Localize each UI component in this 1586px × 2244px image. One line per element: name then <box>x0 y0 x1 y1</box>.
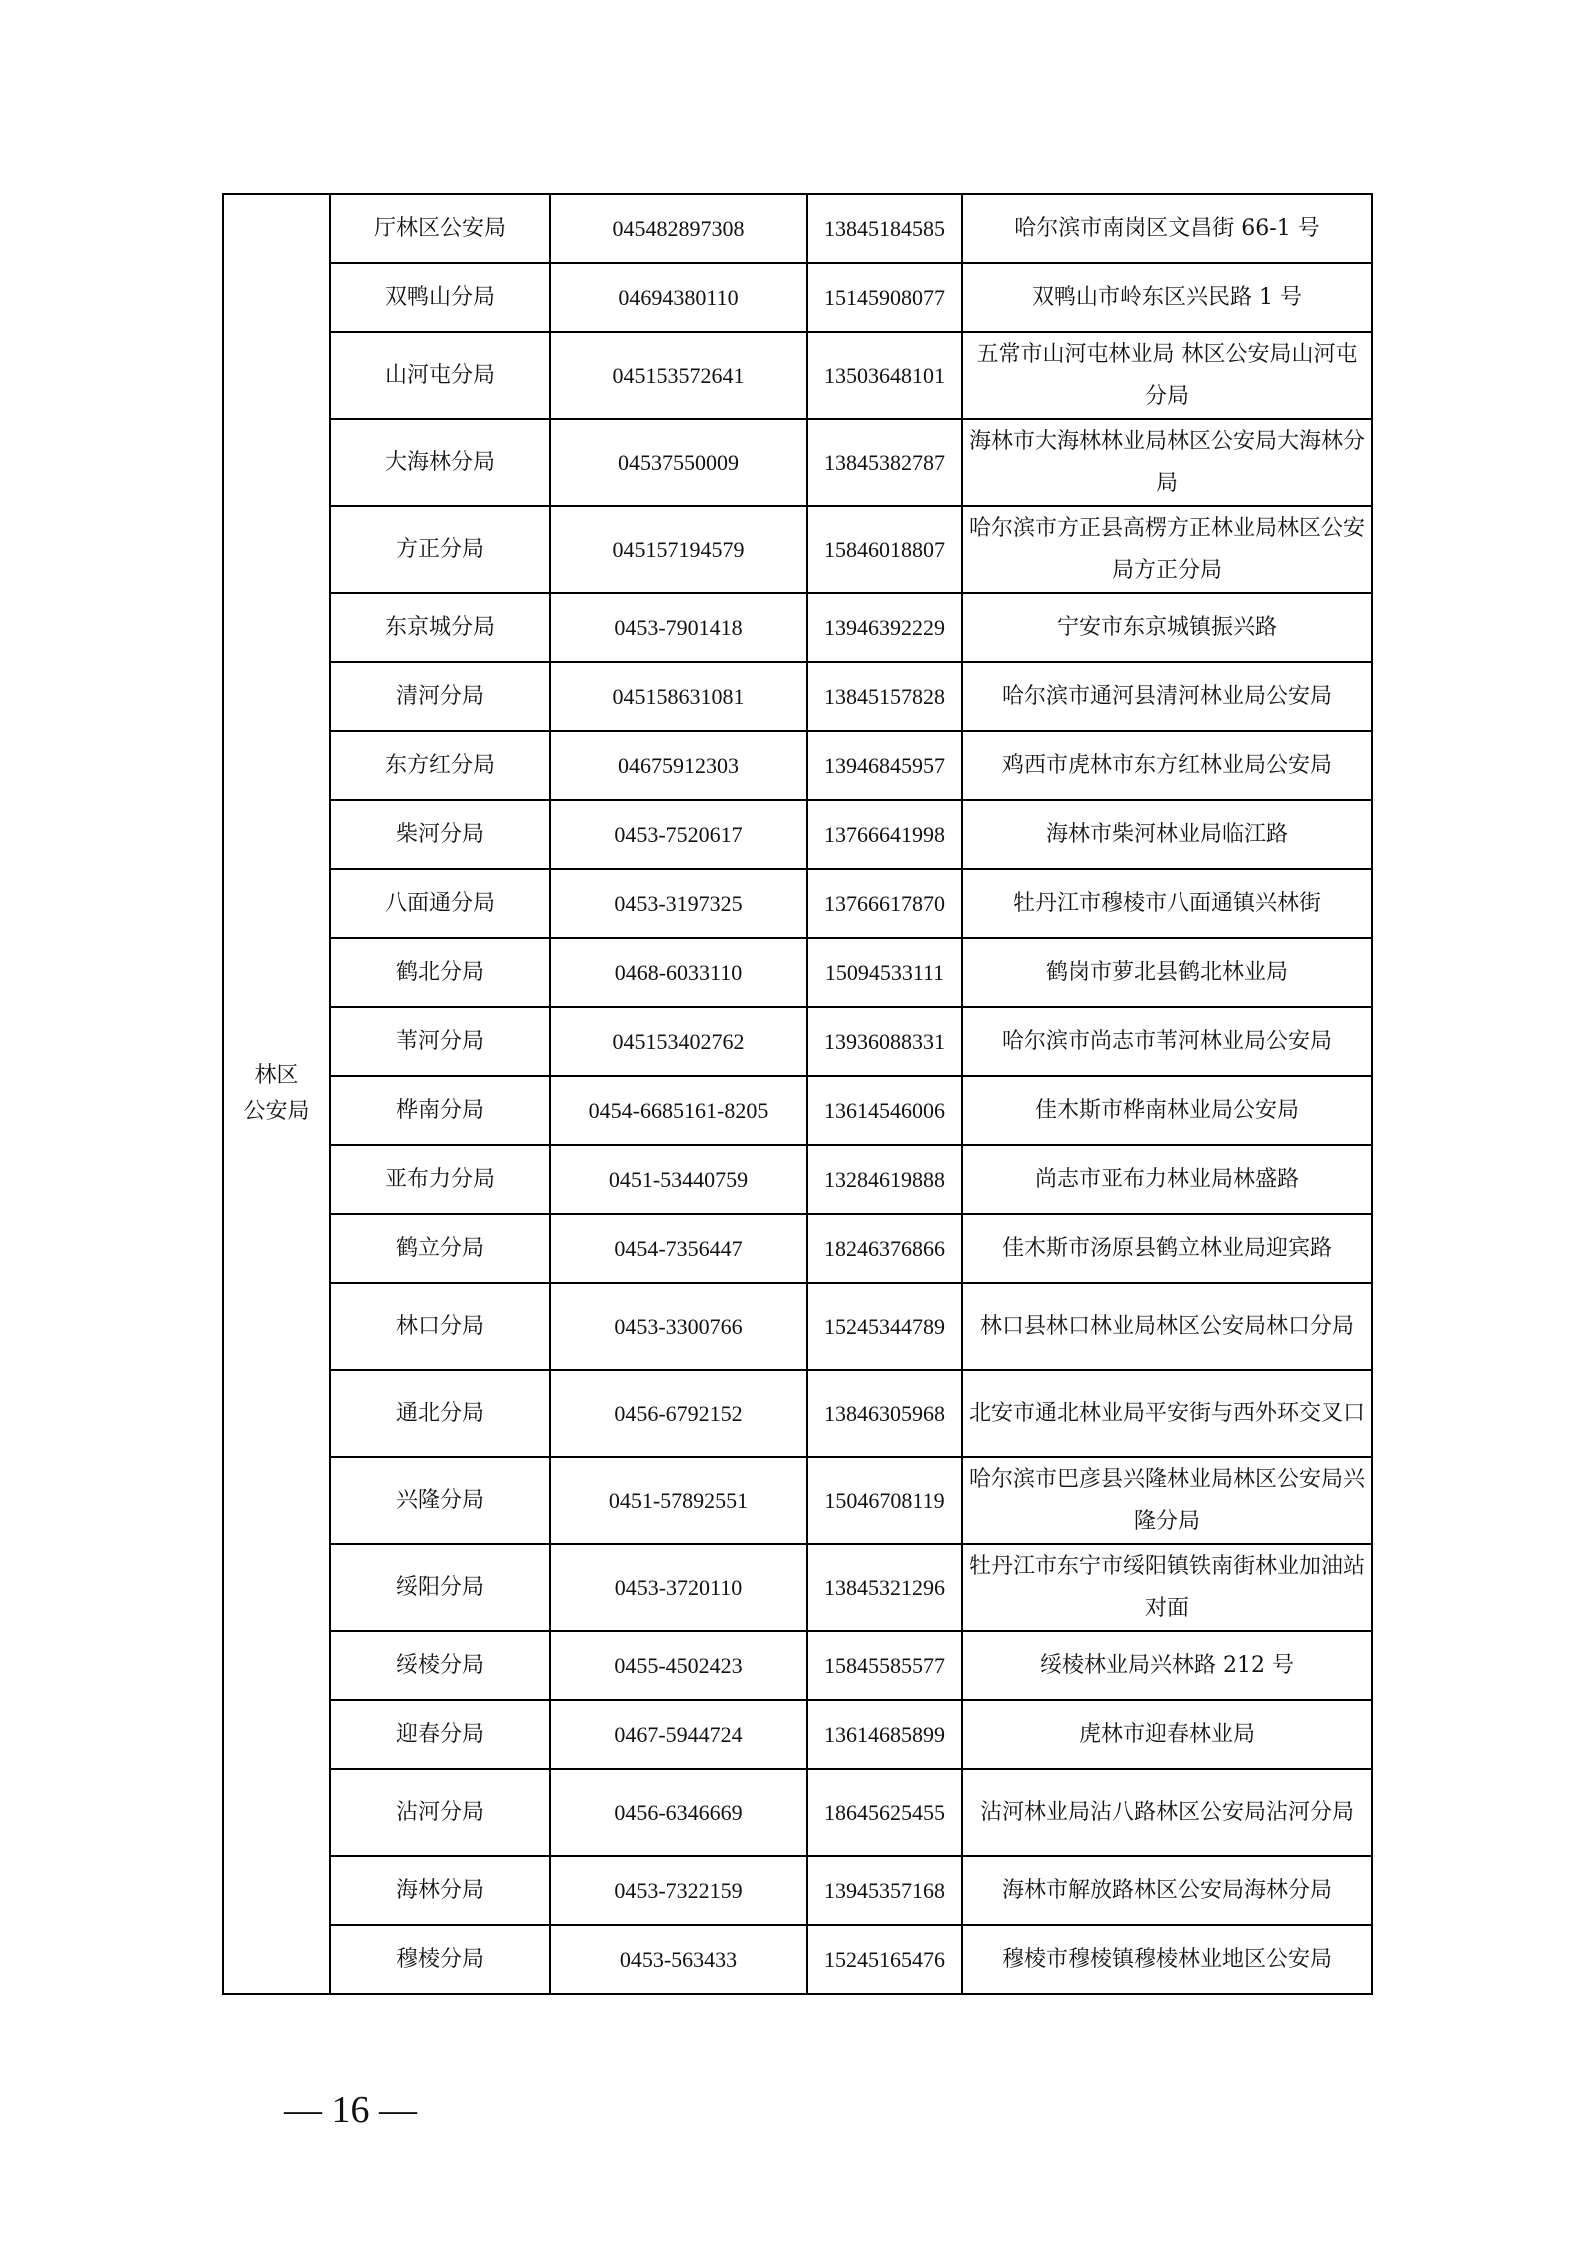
page-number: — 16 — <box>284 2089 417 2131</box>
unit-name-cell: 鹤立分局 <box>330 1214 550 1283</box>
office-phone-cell: 0456-6792152 <box>550 1370 807 1457</box>
mobile-phone-cell: 13846305968 <box>807 1370 962 1457</box>
mobile-phone-cell: 13946392229 <box>807 593 962 662</box>
office-phone-cell: 0451-53440759 <box>550 1145 807 1214</box>
unit-name-cell: 清河分局 <box>330 662 550 731</box>
mobile-phone-cell: 18645625455 <box>807 1769 962 1856</box>
office-phone-cell: 0453-7520617 <box>550 800 807 869</box>
mobile-phone-cell: 13766617870 <box>807 869 962 938</box>
unit-name-cell: 厅林区公安局 <box>330 194 550 263</box>
address-cell: 尚志市亚布力林业局林盛路 <box>962 1145 1372 1214</box>
address-cell: 佳木斯市桦南林业局公安局 <box>962 1076 1372 1145</box>
unit-name-cell: 穆棱分局 <box>330 1925 550 1994</box>
address-cell: 牡丹江市东宁市绥阳镇铁南街林业加油站对面 <box>962 1544 1372 1631</box>
table-row <box>223 869 1372 938</box>
address-cell: 虎林市迎春林业局 <box>962 1700 1372 1769</box>
mobile-phone-cell: 13845382787 <box>807 419 962 506</box>
table-row <box>223 1544 1372 1631</box>
office-phone-cell: 0451-57892551 <box>550 1457 807 1544</box>
address-cell: 牡丹江市穆棱市八面通镇兴林街 <box>962 869 1372 938</box>
office-phone-cell: 04694380110 <box>550 263 807 332</box>
unit-name-cell: 迎春分局 <box>330 1700 550 1769</box>
address-cell: 五常市山河屯林业局 林区公安局山河屯分局 <box>962 332 1372 419</box>
table-row <box>223 419 1372 506</box>
office-phone-cell: 0454-6685161-8205 <box>550 1076 807 1145</box>
table-row <box>223 731 1372 800</box>
address-cell: 海林市大海林林业局林区公安局大海林分局 <box>962 419 1372 506</box>
table-row <box>223 593 1372 662</box>
unit-name-cell: 亚布力分局 <box>330 1145 550 1214</box>
table-row <box>223 1925 1372 1994</box>
unit-name-cell: 山河屯分局 <box>330 332 550 419</box>
office-phone-cell: 04537550009 <box>550 419 807 506</box>
unit-name-cell: 东方红分局 <box>330 731 550 800</box>
table-row <box>223 1076 1372 1145</box>
table-row <box>223 1145 1372 1214</box>
table-row <box>223 1283 1372 1370</box>
unit-name-cell: 双鸭山分局 <box>330 263 550 332</box>
office-phone-cell: 0454-7356447 <box>550 1214 807 1283</box>
table-row <box>223 1457 1372 1544</box>
office-phone-cell: 045153402762 <box>550 1007 807 1076</box>
table-row <box>223 1214 1372 1283</box>
office-phone-cell: 0453-3720110 <box>550 1544 807 1631</box>
office-phone-cell: 045158631081 <box>550 662 807 731</box>
mobile-phone-cell: 15245165476 <box>807 1925 962 1994</box>
address-cell: 海林市解放路林区公安局海林分局 <box>962 1856 1372 1925</box>
table-row <box>223 1631 1372 1700</box>
mobile-phone-cell: 13766641998 <box>807 800 962 869</box>
address-cell: 穆棱市穆棱镇穆棱林业地区公安局 <box>962 1925 1372 1994</box>
mobile-phone-cell: 13945357168 <box>807 1856 962 1925</box>
table-row <box>223 662 1372 731</box>
table-row <box>223 1370 1372 1457</box>
unit-name-cell: 方正分局 <box>330 506 550 593</box>
mobile-phone-cell: 15245344789 <box>807 1283 962 1370</box>
address-cell: 鹤岗市萝北县鹤北林业局 <box>962 938 1372 1007</box>
office-phone-cell: 0453-3197325 <box>550 869 807 938</box>
office-phone-cell: 0453-3300766 <box>550 1283 807 1370</box>
unit-name-cell: 鹤北分局 <box>330 938 550 1007</box>
office-phone-cell: 0453-563433 <box>550 1925 807 1994</box>
table-row <box>223 263 1372 332</box>
address-cell: 绥棱林业局兴林路 212 号 <box>962 1631 1372 1700</box>
table-row <box>223 800 1372 869</box>
address-cell: 哈尔滨市尚志市苇河林业局公安局 <box>962 1007 1372 1076</box>
mobile-phone-cell: 13614685899 <box>807 1700 962 1769</box>
office-phone-cell: 045153572641 <box>550 332 807 419</box>
mobile-phone-cell: 18246376866 <box>807 1214 962 1283</box>
unit-name-cell: 林口分局 <box>330 1283 550 1370</box>
unit-name-cell: 海林分局 <box>330 1856 550 1925</box>
mobile-phone-cell: 13845157828 <box>807 662 962 731</box>
mobile-phone-cell: 13936088331 <box>807 1007 962 1076</box>
mobile-phone-cell: 13946845957 <box>807 731 962 800</box>
office-phone-cell: 0467-5944724 <box>550 1700 807 1769</box>
table-row <box>223 194 1372 263</box>
office-phone-cell: 045157194579 <box>550 506 807 593</box>
address-cell: 哈尔滨市通河县清河林业局公安局 <box>962 662 1372 731</box>
table-row <box>223 1007 1372 1076</box>
table-row <box>223 506 1372 593</box>
office-phone-cell: 0456-6346669 <box>550 1769 807 1856</box>
mobile-phone-cell: 13845321296 <box>807 1544 962 1631</box>
address-cell: 海林市柴河林业局临江路 <box>962 800 1372 869</box>
mobile-phone-cell: 15846018807 <box>807 506 962 593</box>
mobile-phone-cell: 15145908077 <box>807 263 962 332</box>
address-cell: 林口县林口林业局林区公安局林口分局 <box>962 1283 1372 1370</box>
table-row <box>223 1856 1372 1925</box>
unit-name-cell: 八面通分局 <box>330 869 550 938</box>
unit-name-cell: 通北分局 <box>330 1370 550 1457</box>
mobile-phone-cell: 13503648101 <box>807 332 962 419</box>
office-phone-cell: 0453-7901418 <box>550 593 807 662</box>
mobile-phone-cell: 13845184585 <box>807 194 962 263</box>
office-phone-cell: 0453-7322159 <box>550 1856 807 1925</box>
mobile-phone-cell: 13284619888 <box>807 1145 962 1214</box>
unit-name-cell: 东京城分局 <box>330 593 550 662</box>
address-cell: 北安市通北林业局平安街与西外环交叉口 <box>962 1370 1372 1457</box>
group-label-cell: 林区 公安局 <box>223 194 330 1994</box>
address-cell: 沾河林业局沾八路林区公安局沾河分局 <box>962 1769 1372 1856</box>
unit-name-cell: 柴河分局 <box>330 800 550 869</box>
office-phone-cell: 045482897308 <box>550 194 807 263</box>
mobile-phone-cell: 15094533111 <box>807 938 962 1007</box>
table-row <box>223 1700 1372 1769</box>
table-row <box>223 332 1372 419</box>
unit-name-cell: 桦南分局 <box>330 1076 550 1145</box>
office-phone-cell: 04675912303 <box>550 731 807 800</box>
office-phone-cell: 0455-4502423 <box>550 1631 807 1700</box>
address-cell: 佳木斯市汤原县鹤立林业局迎宾路 <box>962 1214 1372 1283</box>
mobile-phone-cell: 15046708119 <box>807 1457 962 1544</box>
address-cell: 哈尔滨市南岗区文昌街 66-1 号 <box>962 194 1372 263</box>
unit-name-cell: 苇河分局 <box>330 1007 550 1076</box>
unit-name-cell: 兴隆分局 <box>330 1457 550 1544</box>
mobile-phone-cell: 13614546006 <box>807 1076 962 1145</box>
address-cell: 哈尔滨市方正县高楞方正林业局林区公安局方正分局 <box>962 506 1372 593</box>
unit-name-cell: 绥阳分局 <box>330 1544 550 1631</box>
address-cell: 宁安市东京城镇振兴路 <box>962 593 1372 662</box>
unit-name-cell: 绥棱分局 <box>330 1631 550 1700</box>
office-phone-cell: 0468-6033110 <box>550 938 807 1007</box>
unit-name-cell: 沾河分局 <box>330 1769 550 1856</box>
document-page <box>222 193 1373 1995</box>
table-row <box>223 938 1372 1007</box>
address-cell: 哈尔滨市巴彦县兴隆林业局林区公安局兴隆分局 <box>962 1457 1372 1544</box>
address-cell: 鸡西市虎林市东方红林业局公安局 <box>962 731 1372 800</box>
mobile-phone-cell: 15845585577 <box>807 1631 962 1700</box>
police-contact-table <box>222 193 1373 1995</box>
table-row <box>223 1769 1372 1856</box>
address-cell: 双鸭山市岭东区兴民路 1 号 <box>962 263 1372 332</box>
unit-name-cell: 大海林分局 <box>330 419 550 506</box>
